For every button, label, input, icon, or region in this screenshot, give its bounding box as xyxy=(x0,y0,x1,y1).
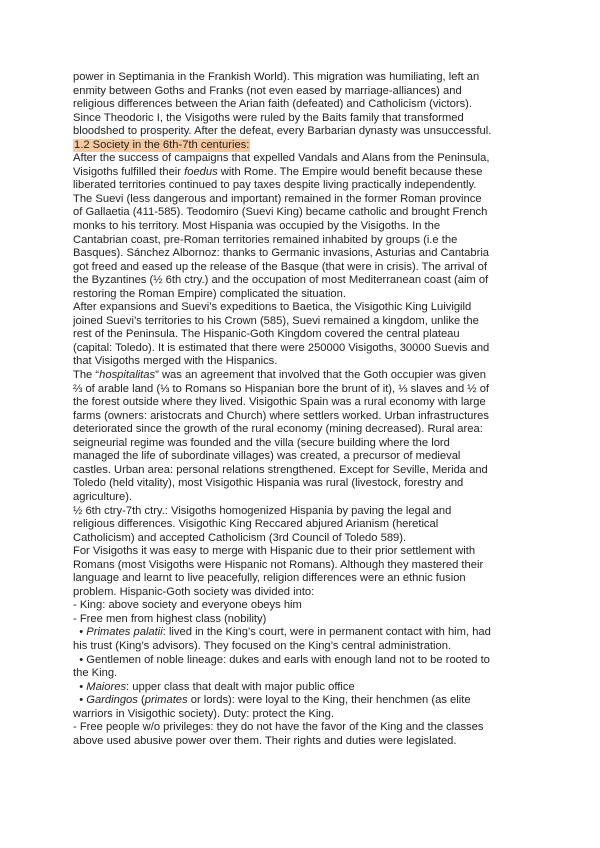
list-item xyxy=(73,681,535,695)
text-run: : lived in the King’s court, were in permanent contact with him, had xyxy=(162,626,491,639)
list-item xyxy=(73,626,535,640)
text-run: Visigoths fulfilled their xyxy=(73,165,185,178)
text-line xyxy=(73,369,535,383)
bullet: • xyxy=(73,626,87,639)
italic-term: Maiores xyxy=(86,680,127,693)
text-line: religious differences between the Arian faith (defeated) and Catholicism (victors). xyxy=(73,98,473,111)
text-run: or lords): were loyal to the King, their henchmen (as elite xyxy=(187,694,471,707)
italic-term: Primates palatii xyxy=(86,626,163,639)
list-item: - King: above society and everyone obeys him xyxy=(73,599,302,612)
italic-term: primates xyxy=(144,694,188,707)
text-line: Toledo (held vitality), most Visigothic Hispania was rural (livestock, forestry and xyxy=(73,477,464,490)
text-line: Basques). Sánchez Albornoz: thanks to Germanic invasions, Asturias and Cantabria xyxy=(73,247,490,260)
list-item: - Free people w/o privileges: they do not have the favor of the King and the classes xyxy=(73,721,484,734)
text-run: The “ xyxy=(73,369,100,382)
text-line: managed the life of subordinate villages) was created, a precursor of medieval xyxy=(73,450,461,463)
text-line: joined Suevi’s territories to his Crown (585), Suevi remained a kingdom, unlike the xyxy=(73,314,479,327)
text-line: the Byzantines (½ 6th ctry.) and the occupation of most Mediterranean coast (aim of xyxy=(73,274,489,287)
text-run: with Rome. The Empire would benefit because these xyxy=(217,165,483,178)
list-item xyxy=(73,694,535,708)
section-heading: 1.2 Society in the 6th-7th centuries: xyxy=(74,138,250,151)
text-line: ½ 6th ctry-7th ctry.: Visigoths homogenized Hispania by paving the legal and xyxy=(73,504,452,517)
italic-term: Gardingos xyxy=(86,694,138,707)
list-item-continuation: above used abusive power over them. Their rights and duties were legislated. xyxy=(73,734,457,747)
text-line: language and learnt to live peacefully, religion differences were an ethnic fusion xyxy=(73,572,466,585)
list-item-continuation: warriors in Visigothic society). Duty: protect the King. xyxy=(73,707,334,720)
text-line xyxy=(73,166,535,180)
list-item-continuation: his trust (King’s advisors). They focused on the King’s central administration. xyxy=(73,639,452,652)
italic-term: hospitalitas xyxy=(99,369,156,382)
text-line: Catholicism) and accepted Catholicism (3rd Council of Toledo 589). xyxy=(73,531,407,544)
intro-paragraph xyxy=(73,71,535,139)
italic-term: foedus xyxy=(184,165,218,178)
text-line: Romans (most Visigoths were Hispanic not Romans). Although they mastered their xyxy=(73,558,484,571)
paragraph-suevi xyxy=(73,193,535,301)
paragraph-society xyxy=(73,545,535,599)
text-line: seigneurial regime was founded and the villa (secure building where the lord xyxy=(73,436,450,449)
text-line: bloodshed to prosperity. After the defeat, every Barbarian dynasty was unsuccessful. xyxy=(73,125,492,138)
document-page xyxy=(73,71,535,748)
text-line: The Suevi (less dangerous and important) remained in the former Roman province xyxy=(73,192,482,205)
paragraph-homogenization xyxy=(73,505,535,546)
text-line: of Gallaetia (411-585). Teodomiro (Suevi King) became catholic and brought French xyxy=(73,206,488,219)
section-heading-row xyxy=(73,139,535,153)
text-line: problem. Hispanic-Goth society was divided into: xyxy=(73,585,315,598)
text-line: restoring the Roman Empire) complicated the situation. xyxy=(73,287,346,300)
paragraph-expansions xyxy=(73,301,535,369)
text-line: For Visigoths it was easy to merge with Hispanic due to their prior settlement with xyxy=(73,545,476,558)
text-run: : upper class that dealt with major public office xyxy=(126,680,355,693)
text-line: rest of the Peninsula. The Hispanic-Goth Kingdom covered the central plateau xyxy=(73,328,460,341)
text-line: ⅔ of arable land (⅓ to Romans so Hispanian bore the brunt of it), ⅓ slaves and ½ of xyxy=(73,382,490,395)
text-line: castles. Urban area: personal relations strengthened. Except for Seville, Merida and xyxy=(73,463,488,476)
text-run: ( xyxy=(137,694,145,707)
bullet: • xyxy=(73,694,87,707)
text-line: religious differences. Visigothic King Reccared abjured Arianism (heretical xyxy=(73,518,439,531)
paragraph-hospitalitas xyxy=(73,369,535,504)
text-line: (capital: Toledo). It is estimated that there were 250000 Visigoths, 30000 Suevis and xyxy=(73,341,490,354)
text-line: monks to his territory. Most Hispania was occupied by the Visigoths. In the xyxy=(73,220,441,233)
text-line: Since Theodoric I, the Visigoths were ruled by the Baits family that transformed xyxy=(73,111,464,124)
text-run: ” was an agreement that involved that the Goth occupier was given xyxy=(155,369,486,382)
list-item-continuation: the King. xyxy=(73,667,118,680)
text-line: farms (owners: aristocrats and Church) where settlers worked. Urban infrastructures xyxy=(73,409,489,422)
text-line: liberated territories continued to pay taxes despite living practically independently. xyxy=(73,179,477,192)
text-line: that Visigoths merged with the Hispanics. xyxy=(73,355,278,368)
text-line: Cantabrian coast, pre-Roman territories remained inhabited by groups (i.e the xyxy=(73,233,458,246)
text-line: the forest outside where they lived. Visigothic Spain was a rural economy with large xyxy=(73,396,486,409)
society-class-list xyxy=(73,599,535,748)
text-line: deteriorated since the growth of the rural economy (mining decreased). Rural area: xyxy=(73,423,483,436)
bullet: • xyxy=(73,680,87,693)
list-item: • Gentlemen of noble lineage: dukes and earls with enough land not to be rooted to xyxy=(73,653,490,666)
text-line: After expansions and Suevi’s expeditions to Baetica, the Visigothic King Luivigild xyxy=(73,301,472,314)
paragraph-campaigns xyxy=(73,152,535,193)
text-line: power in Septimania in the Frankish World). This migration was humiliating, left an xyxy=(73,71,480,83)
text-line: agriculture). xyxy=(73,490,133,503)
text-line: After the success of campaigns that expelled Vandals and Alans from the Peninsula, xyxy=(73,152,490,165)
text-line: got freed and eased up the release of the Basque (that were in crisis). The arrival of xyxy=(73,260,487,273)
text-line: enmity between Goths and Franks (not even eased by marriage-alliances) and xyxy=(73,84,462,97)
list-item: - Free men from highest class (nobility) xyxy=(73,612,267,625)
